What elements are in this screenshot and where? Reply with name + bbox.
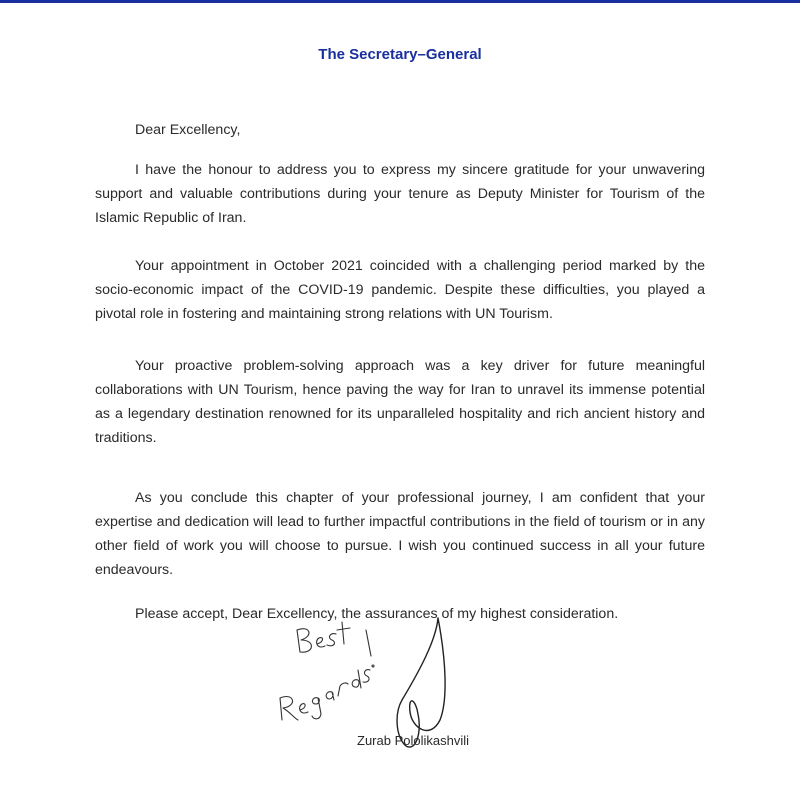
best-regards-handwriting — [280, 622, 374, 720]
paragraph-2: Your appointment in October 2021 coincided with a challenging period marked by the socio-economic impact of the COVID-19 pandemic. Despite these difficulties, you played a pivotal role in fostering and maintaining strong relations with UN Tourism. — [95, 258, 705, 322]
closing-line: Please accept, Dear Excellency, the assurances of my highest consideration. — [135, 606, 619, 622]
letter-heading: The Secretary–General — [318, 46, 482, 63]
paragraph-4: As you conclude this chapter of your professional journey, I am confident that your expertise and dedication will lead to further impactful contributions in the field of tourism or in any other field of work you will choose to pursue. I wish you continued success in all your future endeavours. — [95, 490, 705, 578]
paragraph-1: I have the honour to address you to express my sincere gratitude for your unwavering support and valuable contributions during your tenure as Deputy Minister for Tourism of the Islamic Republic of Iran. — [95, 162, 705, 226]
signer-name: Zurab Pololikashvili — [357, 733, 469, 748]
signature-scrawl — [397, 618, 445, 747]
salutation: Dear Excellency, — [135, 122, 241, 138]
top-rule — [0, 0, 800, 3]
paragraph-3: Your proactive problem-solving approach was a key driver for future meaningful collaborations with UN Tourism, hence paving the way for Iran to unravel its immense potential as a legendary destination renowned for its unparalleled hospitality and rich ancient history and traditions. — [95, 358, 705, 446]
